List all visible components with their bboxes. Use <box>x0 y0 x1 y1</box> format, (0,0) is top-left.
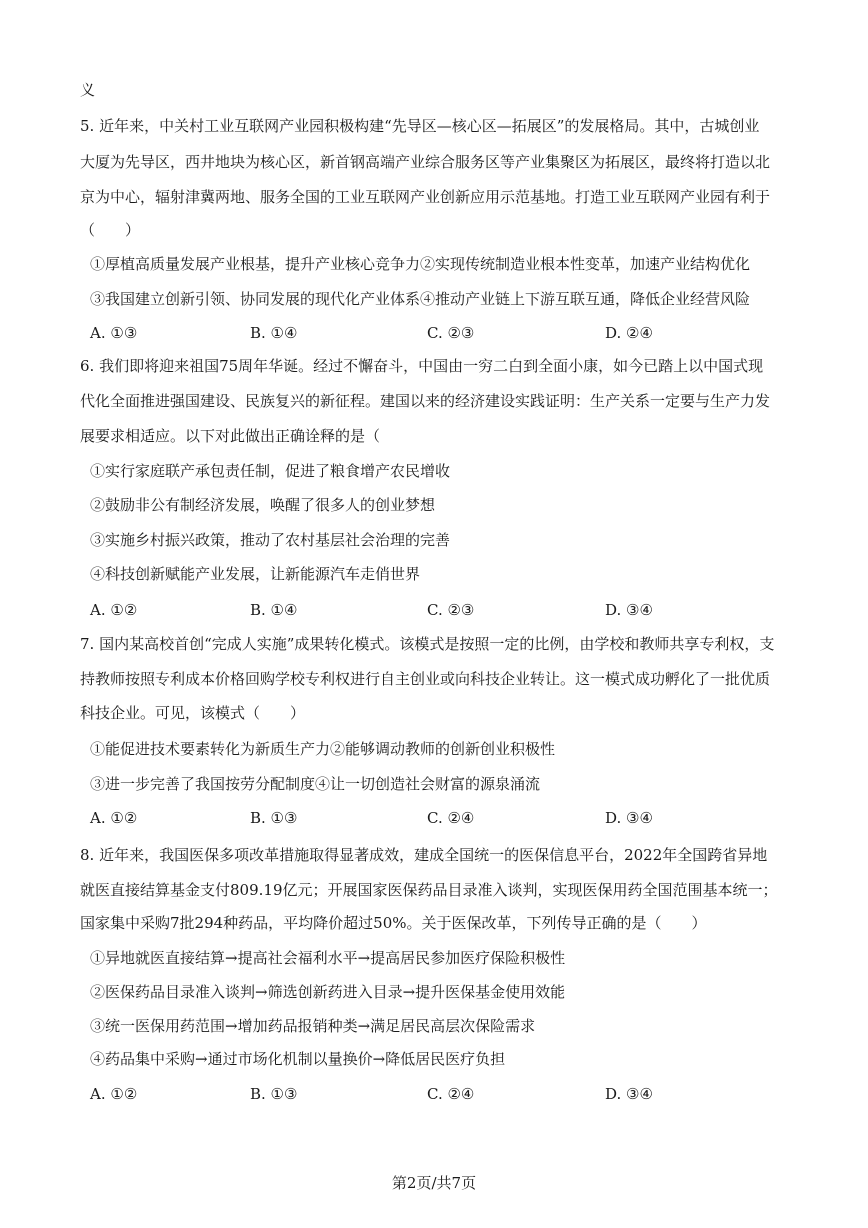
question-5-stem-line: 大厦为先导区，西井地块为核心区，新首钢高端产业综合服务区等产业集聚区为拓展区，最终将打造以北 <box>80 153 771 171</box>
page-top-fragment: 义 <box>80 81 96 99</box>
option-a[interactable]: A. ①② <box>90 1085 138 1103</box>
question-6-stem-line: 代化全面推进强国建设、民族复兴的新征程。建国以来的经济建设实践证明：生产关系一定要与生产力发 <box>80 392 771 410</box>
question-7-options <box>90 808 790 828</box>
option-c[interactable]: C. ②③ <box>427 324 475 342</box>
question-7-statement: ③进一步完善了我国按劳分配制度④让一切创造社会财富的源泉涌流 <box>90 775 541 793</box>
question-6-statement: ②鼓励非公有制经济发展，唤醒了很多人的创业梦想 <box>90 496 436 514</box>
page-number-footer: 第2页/共7页 <box>391 1174 477 1192</box>
question-7-statement: ①能促进技术要素转化为新质生产力②能够调动教师的创新创业积极性 <box>90 740 556 758</box>
question-6-options <box>90 600 790 620</box>
question-5-stem-line: 5. 近年来，中关村工业互联网产业园积极构建“先导区—核心区—拓展区”的发展格局。其中，古城创业 <box>80 117 760 135</box>
option-a[interactable]: A. ①② <box>90 809 138 827</box>
question-7-stem-line: 持教师按照专利成本价格回购学校专利权进行自主创业或向科技企业转让。这一模式成功孵化了一批优质 <box>80 670 771 688</box>
option-a[interactable]: A. ①③ <box>90 324 138 342</box>
question-8-statement: ④药品集中采购→通过市场化机制以量换价→降低居民医疗负担 <box>90 1050 506 1068</box>
option-a[interactable]: A. ①② <box>90 601 138 619</box>
option-d[interactable]: D. ②④ <box>605 324 653 342</box>
question-8-statement: ③统一医保用药范围→增加药品报销种类→满足居民高层次保险需求 <box>90 1017 536 1035</box>
question-7-stem-line: 7. 国内某高校首创“完成人实施”成果转化模式。该模式是按照一定的比例，由学校和教师共享专利权，支 <box>80 635 775 653</box>
question-8-stem-line: 8. 近年来，我国医保多项改革措施取得显著成效，建成全国统一的医保信息平台，2022年全国跨省异地 <box>80 846 768 864</box>
option-d[interactable]: D. ③④ <box>605 601 653 619</box>
option-c[interactable]: C. ②④ <box>427 1085 475 1103</box>
question-5-stem-line: 京为中心，辐射津冀两地、服务全国的工业互联网产业创新应用示范基地。打造工业互联网产业园有利于 <box>80 188 771 206</box>
question-8-options <box>90 1084 790 1104</box>
question-8-stem-line: 国家集中采购7批294种药品，平均降价超过50%。关于医保改革，下列传导正确的是（ ） <box>80 914 707 932</box>
question-8-stem-line: 就医直接结算基金支付809.19亿元；开展国家医保药品目录准入谈判，实现医保用药全国范围基本统一； <box>80 881 778 899</box>
question-8-statement: ①异地就医直接结算→提高社会福利水平→提高居民参加医疗保险积极性 <box>90 949 566 967</box>
question-6-stem-line: 6. 我们即将迎来祖国75周年华诞。经过不懈奋斗，中国由一穷二白到全面小康，如今已踏上以中国式现 <box>80 357 764 375</box>
question-6-statement: ①实行家庭联产承包责任制，促进了粮食增产农民增收 <box>90 462 451 480</box>
question-5-options <box>90 323 790 343</box>
option-b[interactable]: B. ①③ <box>250 809 298 827</box>
question-6-statement: ④科技创新赋能产业发展，让新能源汽车走俏世界 <box>90 565 421 583</box>
option-c[interactable]: C. ②③ <box>427 601 475 619</box>
option-b[interactable]: B. ①③ <box>250 1085 298 1103</box>
option-b[interactable]: B. ①④ <box>250 324 298 342</box>
question-5-statement: ③我国建立创新引领、协同发展的现代化产业体系④推动产业链上下游互联互通，降低企业经营风险 <box>90 290 751 308</box>
question-5-statement: ①厚植高质量发展产业根基，提升产业核心竞争力②实现传统制造业根本性变革，加速产业结构优化 <box>90 255 751 273</box>
option-d[interactable]: D. ③④ <box>605 1085 653 1103</box>
question-8-statement: ②医保药品目录准入谈判→筛选创新药进入目录→提升医保基金使用效能 <box>90 983 566 1001</box>
option-b[interactable]: B. ①④ <box>250 601 298 619</box>
question-7-stem-line: 科技企业。可见，该模式（ ） <box>80 704 306 722</box>
question-6-stem-line: 展要求相适应。以下对此做出正确诠释的是（ <box>80 427 381 445</box>
option-c[interactable]: C. ②④ <box>427 809 475 827</box>
question-5-stem-line: （ ） <box>80 221 141 239</box>
question-6-statement: ③实施乡村振兴政策，推动了农村基层社会治理的完善 <box>90 531 451 549</box>
option-d[interactable]: D. ③④ <box>605 809 653 827</box>
